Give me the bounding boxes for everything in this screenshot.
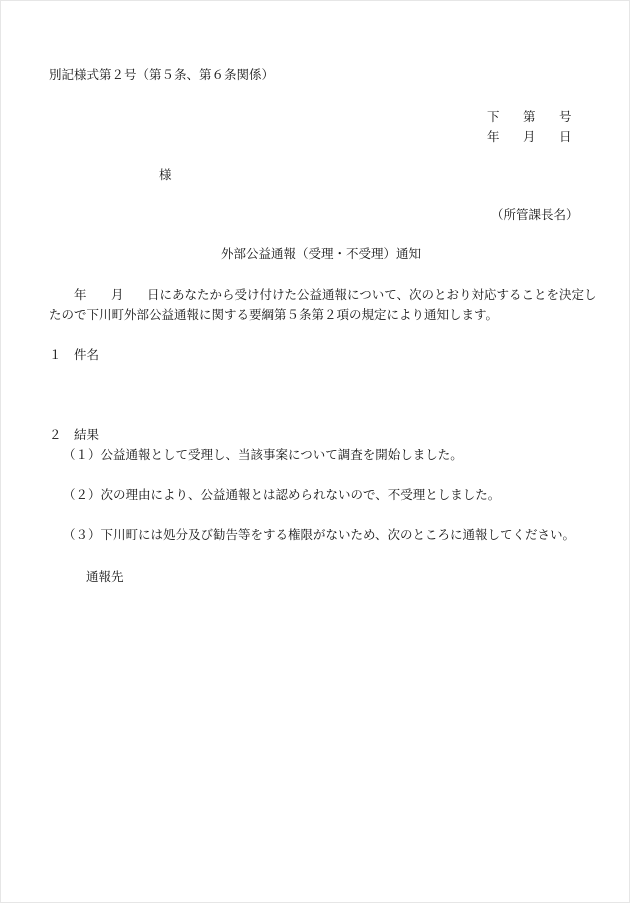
section-subject: １ 件名 — [49, 347, 100, 362]
date-year: 年 — [487, 129, 500, 144]
body-line-2: たので下川町外部公益通報に関する要綱第５条第２項の規定により通知します。 — [49, 307, 499, 322]
body-year: 年 — [74, 287, 87, 302]
section-result: ２ 結果 — [49, 427, 100, 442]
result-option-1: （１）公益通報として受理し、当該事案について調査を開始しました。 — [63, 447, 463, 462]
body-line-1: 日にあなたから受け付けた公益通報について、次のとおり対応することを決定し — [147, 287, 597, 302]
sender-name: （所管課長名） — [491, 207, 579, 222]
result-option-2: （２）次の理由により、公益通報とは認められないので、不受理としました。 — [63, 487, 501, 502]
document-date — [487, 127, 595, 145]
doc-number-mid: 第 — [523, 109, 536, 124]
document-title: 外部公益通報（受理・不受理）通知 — [221, 246, 422, 261]
body-month: 月 — [111, 287, 124, 302]
date-day: 日 — [559, 129, 572, 144]
addressee-suffix: 様 — [159, 167, 172, 182]
result-option-3: （３）下川町には処分及び勧告等をする権限がないため、次のところに通報してください。 — [63, 527, 576, 542]
notify-destination-label: 通報先 — [86, 569, 124, 584]
form-label: 別記様式第２号（第５条、第６条関係） — [49, 67, 275, 82]
document-number — [487, 107, 595, 125]
doc-number-prefix: 下 — [487, 109, 500, 124]
date-month: 月 — [523, 129, 536, 144]
doc-number-suffix: 号 — [559, 109, 572, 124]
